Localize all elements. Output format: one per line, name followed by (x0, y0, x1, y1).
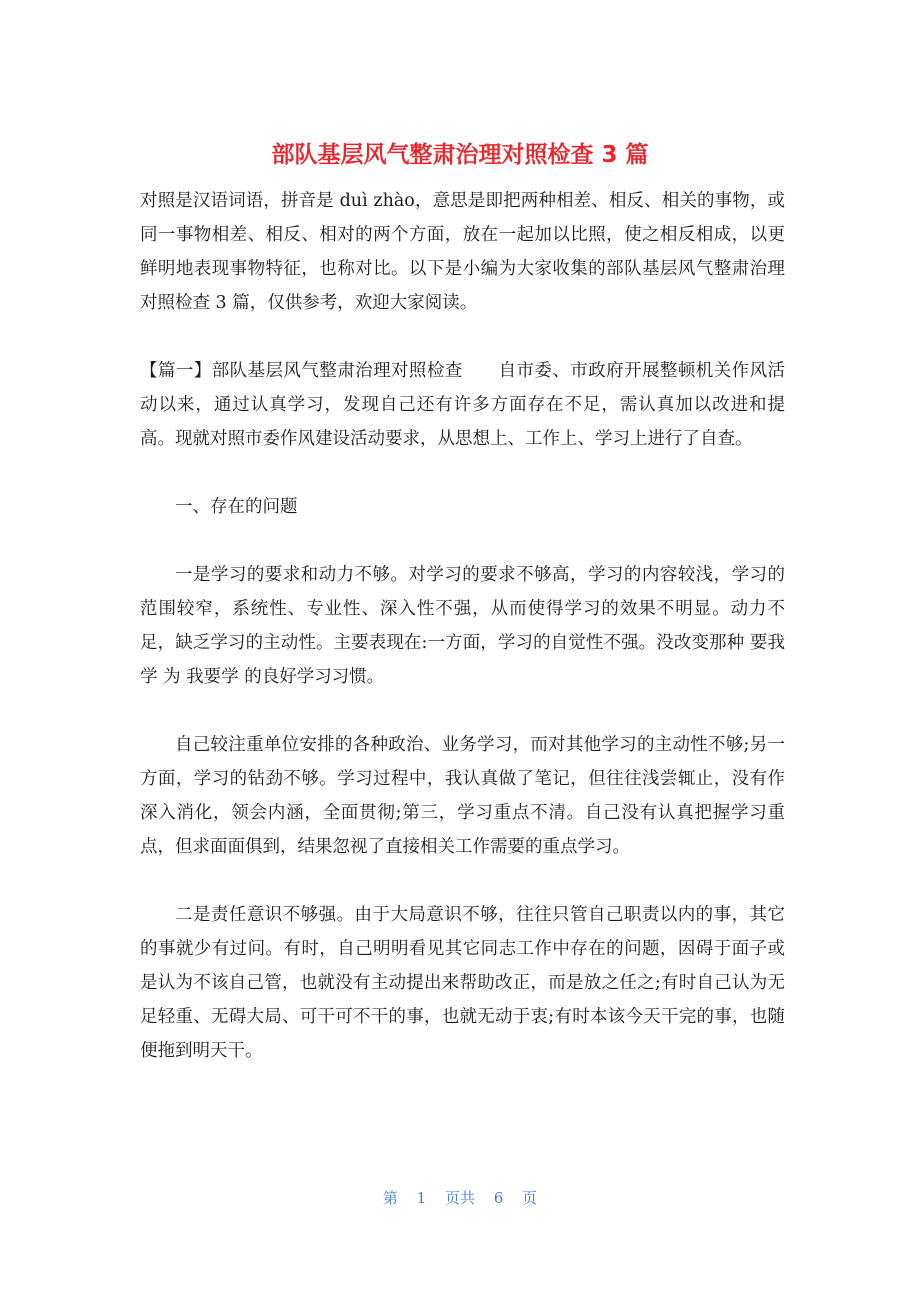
body-paragraph: 一是学习的要求和动力不够。对学习的要求不够高，学习的内容较浅，学习的范围较窄，系统性、专业性、深入性不强，从而使得学习的效果不明显。动力不足，缺乏学习的主动性。主要表现在:一方面，学习的自觉性不强。没改变那种 要我学 为 我要学 的良好学习习惯。 (140, 565, 785, 687)
footer-label-page: 第 (382, 1189, 398, 1207)
footer-label-of: 页共 (444, 1189, 475, 1207)
footer-total-pages: 6 (493, 1189, 504, 1207)
footer-current-page: 1 (416, 1189, 427, 1207)
section-one-paragraph: 【篇一】部队基层风气整肃治理对照检查 自市委、市政府开展整顿机关作风活动以来，通过认真学习，发现自己还有许多方面存在不足，需认真加以改进和提高。现就对照市委作风建设活动要求，从思想上、工作上、学习上进行了自查。 (140, 361, 785, 449)
body-paragraph: 自己较注重单位安排的各种政治、业务学习，而对其他学习的主动性不够;另一方面，学习的钻劲不够。学习过程中，我认真做了笔记，但往往浅尝辄止，没有作深入消化，领会内涵，全面贯彻;第三，学习重点不清。自己没有认真把握学习重点，但求面面俱到，结果忽视了直接相关工作需要的重点学习。 (140, 735, 785, 857)
section-heading: 一、存在的问题 (175, 497, 298, 517)
body-paragraph: 二是责任意识不够强。由于大局意识不够，往往只管自己职责以内的事，其它的事就少有过问。有时，自己明明看见其它同志工作中存在的问题，因碍于面子或是认为不该自己管，也就没有主动提出来帮助改正，而是放之任之;有时自己认为无足轻重、无碍大局、可干可不干的事，也就无动于衷;有时本该今天干完的事，也随便拖到明天干。 (140, 905, 785, 1061)
document-title: 部队基层风气整肃治理对照检查 3 篇 (271, 142, 649, 168)
document-body (140, 184, 785, 1068)
intro-paragraph: 对照是汉语词语，拼音是 duì zhào，意思是即把两种相差、相反、相关的事物，或同一事物相差、相反、相对的两个方面，放在一起加以比照，使之相反相成，以更鲜明地表现事物特征，也称对比。以下是小编为大家收集的部队基层风气整肃治理对照检查 3 篇，仅供参考，欢迎大家阅读。 (140, 191, 785, 313)
footer-label-pages: 页 (522, 1189, 538, 1207)
page-footer (0, 1186, 920, 1210)
